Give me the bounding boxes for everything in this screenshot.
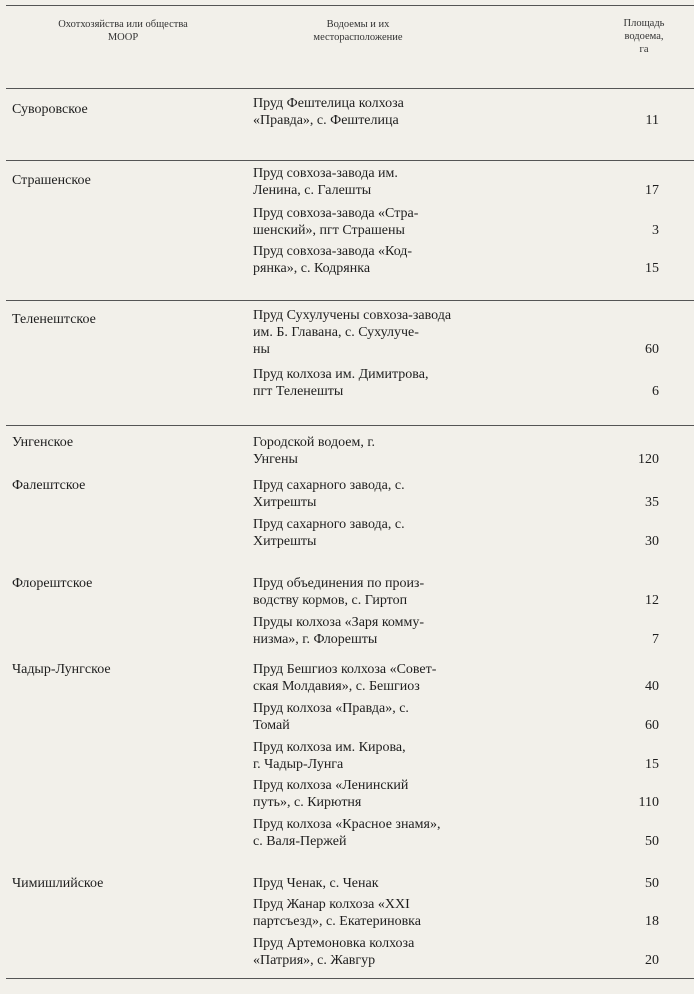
reservoir-line: Пруд Ченак, с. Ченак: [253, 876, 379, 891]
reservoir-location: [253, 614, 553, 648]
reservoir-line: шенский», пгт Страшены: [253, 223, 405, 238]
organization-name: Флорештское: [12, 576, 93, 591]
column-header-area: Площадь водоема, га: [623, 18, 665, 55]
area-value: 60: [645, 718, 659, 733]
reservoir-line: г. Чадыр-Лунга: [253, 757, 344, 772]
area-value: 12: [645, 593, 659, 608]
reservoir-line: ны: [253, 342, 270, 357]
reservoir-line: Пруды колхоза «Заря комму-: [253, 615, 425, 630]
area-value: 18: [645, 914, 659, 929]
organization-name: Суворовское: [12, 102, 88, 117]
reservoir-line: рянка», с. Кодрянка: [253, 261, 371, 276]
reservoir-line: Пруд колхоза им. Кирова,: [253, 740, 406, 755]
horizontal-rule: [6, 425, 694, 426]
table-row: [253, 307, 690, 358]
reservoir-location: [253, 165, 553, 199]
reservoir-line: Пруд сахарного завода, с.: [253, 517, 405, 532]
table-row: [253, 875, 690, 892]
table-row: [253, 477, 690, 511]
table-row: [253, 95, 690, 129]
reservoir-line: Пруд совхоза-завода «Код-: [253, 244, 413, 259]
horizontal-rule: [6, 5, 694, 6]
table-row: [253, 434, 690, 468]
area-value: 40: [645, 679, 659, 694]
reservoir-line: Томай: [253, 718, 290, 733]
table-row: [253, 896, 690, 930]
reservoir-line: низма», г. Флорешты: [253, 632, 378, 647]
organization-name: Фалештское: [12, 478, 86, 493]
reservoir-line: с. Валя-Пержей: [253, 834, 347, 849]
column-header-hunting-farms: Охотхозяйства или общества МООР: [58, 19, 188, 43]
reservoir-line: пгт Теленешты: [253, 384, 344, 399]
reservoir-line: Пруд колхоза «Ленинский: [253, 778, 409, 793]
reservoir-line: Пруд совхоза-завода им.: [253, 166, 398, 181]
area-value: 30: [645, 534, 659, 549]
horizontal-rule: [6, 88, 694, 89]
area-value: 110: [638, 795, 659, 810]
reservoir-line: Пруд Бешгиоз колхоза «Совет-: [253, 662, 437, 677]
reservoir-line: им. Б. Главана, с. Сухулуче-: [253, 325, 419, 340]
horizontal-rule: [6, 160, 694, 161]
reservoir-line: водству кормов, с. Гиртоп: [253, 593, 408, 608]
reservoir-location: [253, 366, 553, 400]
reservoir-line: партсъезд», с. Екатериновка: [253, 914, 421, 929]
table-row: [253, 739, 690, 773]
reservoir-location: [253, 816, 553, 850]
area-value: 50: [645, 876, 659, 891]
reservoir-location: [253, 477, 553, 511]
table-row: [253, 614, 690, 648]
organization-name: Чадыр-Лунгское: [12, 662, 111, 677]
area-value: 11: [645, 113, 659, 128]
reservoir-line: Пруд Фештелица колхоза: [253, 96, 404, 111]
organization-name: Унгенское: [12, 435, 74, 450]
organization-name: Теленештское: [12, 312, 96, 327]
column-header-water-bodies: Водоемы и их месторасположение: [313, 19, 403, 43]
reservoir-line: путь», с. Кирютня: [253, 795, 362, 810]
reservoir-line: Пруд совхоза-завода «Стра-: [253, 206, 419, 221]
reservoir-line: Унгены: [253, 452, 298, 467]
reservoir-location: [253, 434, 553, 468]
reservoir-line: Пруд Сухулучены совхоза-завода: [253, 308, 452, 323]
table-row: [253, 935, 690, 969]
area-value: 7: [652, 632, 659, 647]
reservoir-line: Городской водоем, г.: [253, 435, 376, 450]
table-row: [253, 243, 690, 277]
area-value: 60: [645, 342, 659, 357]
reservoir-location: [253, 516, 553, 550]
reservoir-location: [253, 777, 553, 811]
table-row: [253, 816, 690, 850]
reservoir-line: Пруд объединения по произ-: [253, 576, 425, 591]
reservoir-location: [253, 700, 553, 734]
reservoir-line: Ленина, с. Галешты: [253, 183, 372, 198]
area-value: 17: [645, 183, 659, 198]
reservoir-location: [253, 205, 553, 239]
reservoir-line: Пруд колхоза «Красное знамя»,: [253, 817, 441, 832]
table-row: [253, 205, 690, 239]
reservoir-location: [253, 875, 553, 892]
reservoir-line: ская Молдавия», с. Бешгиоз: [253, 679, 420, 694]
reservoir-line: «Правда», с. Фештелица: [253, 113, 399, 128]
area-value: 6: [652, 384, 659, 399]
organization-name: Чимишлийское: [12, 876, 104, 891]
table-row: [253, 700, 690, 734]
reservoir-line: Хитрешты: [253, 495, 317, 510]
table-row: [253, 165, 690, 199]
organization-name: Страшенское: [12, 173, 91, 188]
reservoir-location: [253, 307, 553, 358]
area-value: 15: [645, 261, 659, 276]
reservoir-line: Пруд Жанар колхоза «XXI: [253, 897, 410, 912]
table-row: [253, 516, 690, 550]
area-value: 50: [645, 834, 659, 849]
horizontal-rule: [6, 300, 694, 301]
area-value: 35: [645, 495, 659, 510]
reservoir-line: Пруд сахарного завода, с.: [253, 478, 405, 493]
reservoir-location: [253, 243, 553, 277]
table-row: [253, 777, 690, 811]
table-row: [253, 661, 690, 695]
table-row: [253, 366, 690, 400]
table-row: [253, 575, 690, 609]
reservoir-line: «Патрия», с. Жавгур: [253, 953, 376, 968]
area-value: 15: [645, 757, 659, 772]
reservoir-line: Пруд колхоза им. Димитрова,: [253, 367, 429, 382]
reservoir-location: [253, 661, 553, 695]
reservoir-location: [253, 896, 553, 930]
reservoir-location: [253, 575, 553, 609]
reservoir-location: [253, 95, 553, 129]
reservoir-line: Хитрешты: [253, 534, 317, 549]
horizontal-rule: [6, 978, 694, 979]
reservoir-line: Пруд Артемоновка колхоза: [253, 936, 415, 951]
area-value: 20: [645, 953, 659, 968]
area-value: 120: [638, 452, 659, 467]
reservoir-line: Пруд колхоза «Правда», с.: [253, 701, 409, 716]
area-value: 3: [652, 223, 659, 238]
reservoir-location: [253, 739, 553, 773]
reservoir-location: [253, 935, 553, 969]
